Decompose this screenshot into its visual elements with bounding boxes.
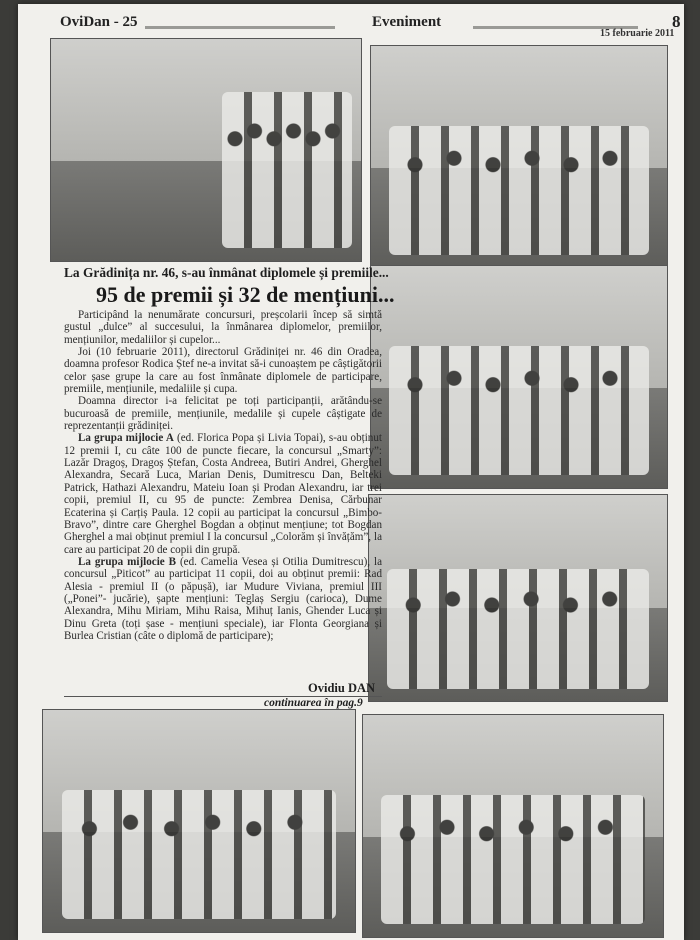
photo-children xyxy=(389,346,650,475)
paragraph-text: (ed. Camelia Vesea și Otilia Dumitrescu), la concursul „Piticot” au participat 11 copii, doi au obținut premii: Rad Alesia - premiul II (o păpușă), iar Mudure Viviana, premiul III („Ponei”- jucărie), șapte mențiuni: Teglaș Sergiu (carioca), Dume Alexandra, Mihu Miriam, Mihu Raisa, Mihuț Ianis, Ghender Luca și Dinu Greta (toți șase - mențiuni speciale), iar Flonta Georgiana și Burlea Cristian (câte o diplomă de participare); xyxy=(64,555,382,642)
article-paragraph xyxy=(64,395,382,432)
article-author: Ovidiu DAN xyxy=(308,681,376,695)
paragraph-text: (ed. Florica Popa și Livia Topai), s-au obținut 12 premii I, cu câte 100 de puncte fiecare, la concursul „Smarty”: Lazăr Dragoș, Dragoș Ștefan, Costa Andreea, Butiri Andrei, Gherghel Alexandra, Secară Luca, Marian Denis, Dumitrescu Dan, Belteki Patrick, Hathazi Alexandru, Mateiu Ioan și Prodan Alexandru, iar trei copii, premiul II, cu 95 de puncte: Zembrea Denisa, Cărbunar Ecaterina și Carțiș Paula. 12 copii au participat la concursul „Bimbo-Bravo”, dintre care Gherghel Bogdan a obținut mențiune; tot Bogdan Gherghel a mai obținut premiul I la concursul „Colorăm și învățăm”, la care au participat 20 de copii din grupă. xyxy=(64,432,382,556)
section-name: Eveniment xyxy=(372,14,442,30)
header-rule-left xyxy=(145,26,335,29)
photo-group-4 xyxy=(42,709,356,933)
photo-group-3 xyxy=(368,494,668,702)
paragraph-text: Participând la nenumărate concursuri, preșcolarii încep să simtă gustul „dulce” al succesului, la înmânarea diplomelor, premiilor, mențiunilor, medaliilor și cupelor... xyxy=(64,309,382,346)
page-header xyxy=(60,12,686,39)
paragraph-text: Doamna director i-a felicitat pe toți participanții, arătându-se bucuroasă de premiile, mențiunile, medalile și cupele câștigate de reprezentanții grădiniței. xyxy=(64,395,382,433)
paragraph-lead: La grupa mijlocie A xyxy=(78,432,174,445)
photo-children xyxy=(389,126,650,255)
article-kicker: La Grădinița nr. 46, s-au înmânat diplomele și premiile... xyxy=(64,265,389,280)
paragraph-lead: La grupa mijlocie B xyxy=(78,555,177,568)
paragraph-text: Joi (10 februarie 2011), directorul Grădiniței nr. 46 din Oradea, doamna profesor Rodica Ștef ne-a invitat să-i cunoaștem pe câștigătorii celor șase grupe la care au fost înmânate diplomele de participare, premiile, mențiunile, medaliile și cupa. xyxy=(64,346,382,396)
photo-children xyxy=(381,795,645,924)
newspaper-page xyxy=(18,4,684,940)
issue-date: 15 februarie 2011 xyxy=(600,28,675,39)
article-paragraph xyxy=(64,346,382,395)
photo-group-1 xyxy=(370,45,668,269)
article-body xyxy=(64,309,382,642)
article-paragraph xyxy=(64,556,382,642)
page-number: 8 xyxy=(672,12,681,31)
photo-children xyxy=(387,569,649,688)
photo-group-2 xyxy=(370,265,668,489)
article-paragraph xyxy=(64,432,382,555)
continued-on-page: continuarea în pag.9 xyxy=(264,697,363,709)
publication-name: OviDan - 25 xyxy=(60,14,138,30)
photo-children xyxy=(222,92,352,247)
article-paragraph xyxy=(64,309,382,346)
article-headline: 95 de premii și 32 de mențiuni... xyxy=(96,282,395,307)
photo-group-5 xyxy=(362,714,664,938)
photo-award-ceremony xyxy=(50,38,362,262)
photo-children xyxy=(62,790,337,919)
